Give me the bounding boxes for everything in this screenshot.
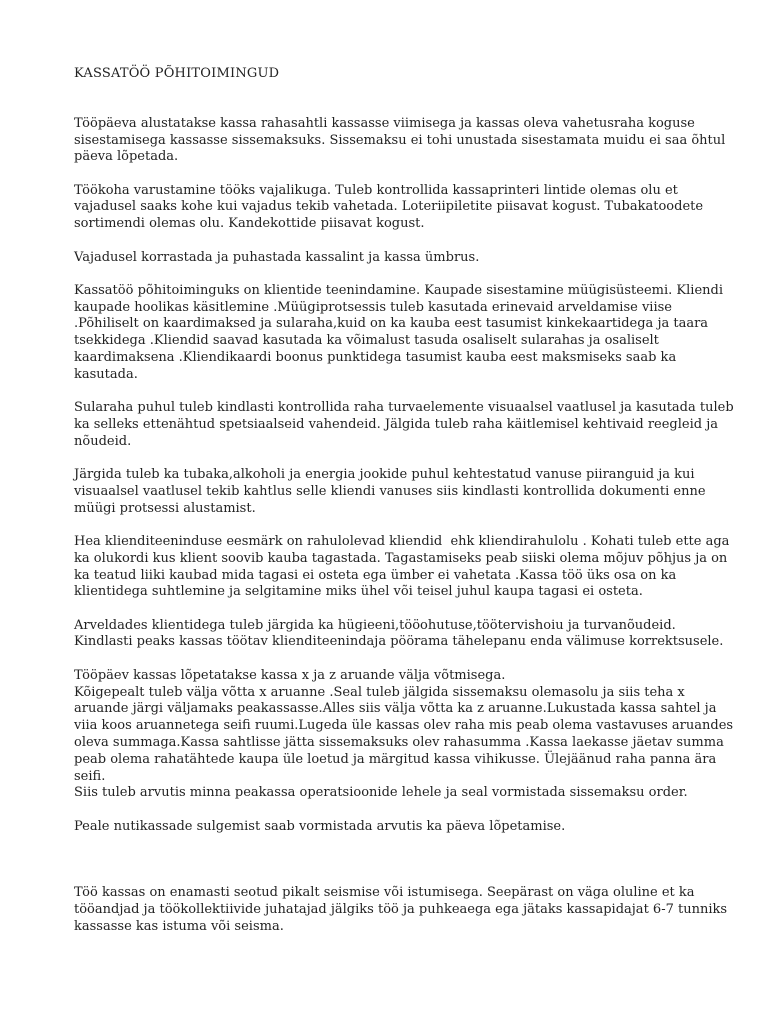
paragraph-line: ka selleks ettenähtud spetsiaalseid vahendeid. Jälgida tuleb raha käitlemisel kehtivaid reegleid ja <box>74 416 718 432</box>
paragraph-line: sortimendi olemas olu. Kandekottide piisavat kogust. <box>74 216 425 232</box>
paragraph-line: müügi protsessi alustamist. <box>74 500 256 516</box>
paragraph-line: seifi. <box>74 768 106 784</box>
paragraph-line: klientidega suhtlemine ja selgitamine miks ühel või teisel juhul kaupa tagasi ei osteta. <box>74 584 643 600</box>
paragraph <box>74 250 718 267</box>
paragraph-line: oleva summaga.Kassa sahtlisse jätta sissemaksuks olev rahasumma .Kassa laekasse jäetav summa <box>74 734 724 750</box>
paragraph-line: kasutada. <box>74 366 138 382</box>
paragraph-line: Töö kassas on enamasti seotud pikalt seismise või istumisega. Seepärast on väga oluline et ka <box>74 885 695 901</box>
paragraph-line: nõudeid. <box>74 433 132 449</box>
paragraph-line: Järgida tuleb ka tubaka,alkoholi ja energia jookide puhul kehtestatud vanuse piiranguid ja kui <box>74 467 695 483</box>
paragraph-line: peab olema rahatähtede kaupa üle loetud ja märgitud kassa vihikusse. Ülejäänud raha panna ära <box>74 751 717 767</box>
paragraph-line: viia koos aruannetega seifi ruumi.Lugeda üle kassas olev raha mis peab olema vastavuses aruandes <box>74 718 734 734</box>
paragraph-line: tööandjad ja töökollektiivide juhatajad jälgiks töö ja puhkeaega ega jätaks kassapidajat 6-7 tunniks <box>74 902 728 918</box>
document-title: KASSATÖÖ PÕHITOIMINGUD <box>74 66 280 81</box>
paragraph-line: kaardimaksena .Kliendikaardi boonus punktidega tasumist kauba eest maksmiseks saab ka <box>74 350 677 366</box>
paragraph-line: sisestamisega kassasse sissemaksuks. Sissemaksu ei tohi unustada sisestamata muidu ei saa õhtul <box>74 132 726 148</box>
paragraph-line: .Põhiliselt on kaardimaksed ja sularaha,kuid on ka kauba eest tasumist kinkekaartidega ja taara <box>74 316 709 332</box>
paragraph-line: Kassatöö põhitoiminguks on klientide teenindamine. Kaupade sisestamine müügisüsteemi. Kliendi <box>74 282 723 298</box>
paragraph-line: ka teatud liiki kaubad mida tagasi ei osteta ega ümber ei vahetata .Kassa töö üks osa on ka <box>74 567 677 583</box>
paragraph-line: Hea klienditeeninduse eesmärk on rahulolevad kliendid ehk kliendirahulolu . Kohati tuleb ette aga <box>74 533 730 549</box>
paragraph-line: päeva lõpetada. <box>74 149 179 165</box>
paragraph <box>74 282 723 384</box>
paragraph-line: vajadusel saaks kohe kui vajadus tekib vahetada. Loteriipiletite piisavat kogust. Tubakatoodete <box>74 199 704 215</box>
document-body <box>74 115 734 936</box>
paragraph-line: visuaalsel vaatlusel tekib kahtlus selle kliendi vanuses siis kindlasti kontrollida dokumenti enne <box>74 483 706 499</box>
paragraph-line: Sularaha puhul tuleb kindlasti kontrollida raha turvaelemente visuaalsel vaatlusel ja kasutada tuleb <box>74 400 734 416</box>
paragraph-line: ka olukordi kus klient soovib kauba tagastada. Tagastamiseks peab siiski olema mõjuv põhjus ja on <box>74 550 728 566</box>
paragraph-line: Vajadusel korrastada ja puhastada kassalint ja kassa ümbrus. <box>74 249 480 265</box>
paragraph <box>74 885 728 935</box>
paragraph-line: Arveldades klientidega tuleb järgida ka hügieeni,tööohutuse,töötervishoiu ja turvanõudeid. <box>74 617 676 633</box>
paragraph <box>74 533 730 601</box>
paragraph <box>74 667 734 802</box>
paragraph-line: Tööpäeva alustatakse kassa rahasahtli kassasse viimisega ja kassas oleva vahetusraha koguse <box>74 115 695 131</box>
paragraph-line: Peale nutikassade sulgemist saab vormistada arvutis ka päeva lõpetamise. <box>74 818 566 834</box>
paragraph-line: aruande järgi väljamaks peakassasse.Alles siis välja võtta ka z aruanne.Lukustada kassa sahtel ja <box>74 701 717 717</box>
paragraph <box>74 617 724 652</box>
paragraph-line: Kõigepealt tuleb välja võtta x aruanne .Seal tuleb jälgida sissemaksu olemasolu ja siis teha x <box>74 684 685 700</box>
paragraph-line: Kindlasti peaks kassas töötav klienditeenindaja pöörama tähelepanu enda välimuse korrektsusele. <box>74 634 724 650</box>
paragraph <box>74 115 726 166</box>
paragraph-line: Töökoha varustamine tööks vajalikuga. Tuleb kontrollida kassaprinteri lintide olemas olu et <box>74 182 678 198</box>
paragraph <box>74 467 718 517</box>
paragraph-line: Siis tuleb arvutis minna peakassa operatsioonide lehele ja seal vormistada sissemaksu order. <box>74 785 688 801</box>
paragraph <box>74 400 734 450</box>
paragraph <box>74 183 718 233</box>
paragraph-line: tsekkidega .Kliendid saavad kasutada ka võimalust tasuda osaliselt sularahas ja osaliselt <box>74 333 659 349</box>
paragraph-line: Tööpäev kassas lõpetatakse kassa x ja z aruande välja võtmisega. <box>74 667 506 683</box>
paragraph <box>74 819 718 836</box>
paragraph-line: kaupade hoolikas käsitlemine .Müügiprotsessis tuleb kasutada erinevaid arveldamise viise <box>74 299 672 315</box>
paragraph-line: kassasse kas istuma või seisma. <box>74 918 284 934</box>
